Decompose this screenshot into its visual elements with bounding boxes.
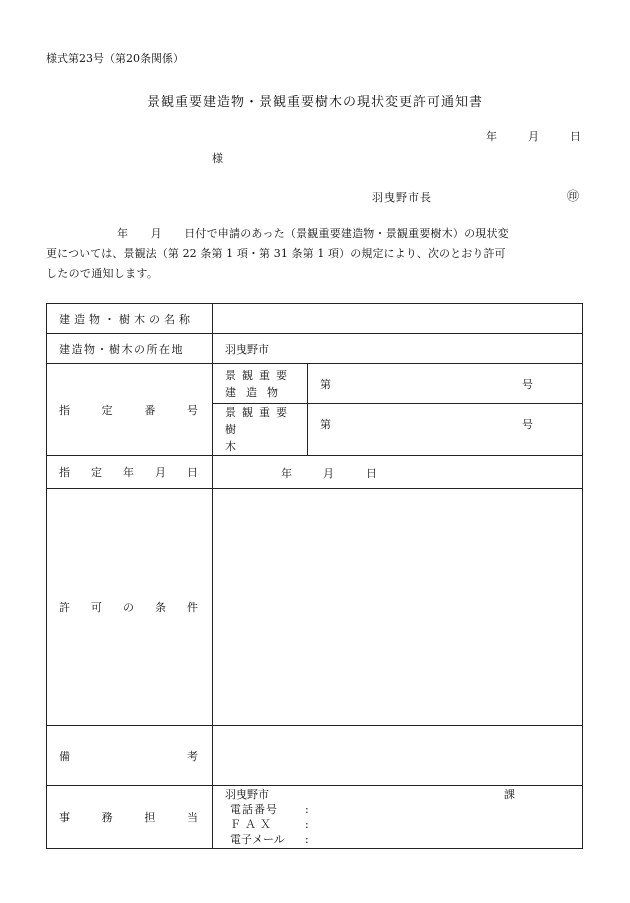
name-value-cell[interactable]	[213, 304, 583, 334]
designation-date-value[interactable]: 年 月 日	[213, 456, 583, 489]
tree-number-cell[interactable]	[308, 404, 583, 456]
fax-label: ＦＡＸ	[230, 818, 275, 831]
body-line-2: 更については、景観法（第 22 条第 1 項・第 31 条第 1 項）の規定により、次のとおり許可	[46, 247, 506, 260]
building-label: 景観重要 建造物	[213, 364, 308, 404]
conditions-value-cell[interactable]	[213, 489, 583, 726]
permit-table	[46, 303, 583, 849]
building-go: 号	[522, 378, 533, 391]
seal-mark: ㊞	[567, 189, 580, 203]
remarks-value-cell[interactable]	[213, 726, 583, 786]
designation-date-label-cell	[47, 456, 213, 489]
office-city: 羽曳野市	[225, 788, 269, 801]
conditions-label: 許 可 の 条 件	[59, 601, 198, 614]
office-section: 課	[504, 788, 515, 801]
form-number: 様式第23号（第20条関係）	[46, 52, 184, 65]
remarks-label-cell	[47, 726, 213, 786]
issuer: 羽曳野市長	[372, 191, 432, 204]
date-year: 年	[486, 130, 497, 143]
tree-label: 景観重要 樹木	[213, 404, 308, 456]
addressee-suffix: 様	[212, 152, 223, 165]
tree-dai: 第	[320, 418, 331, 431]
designation-date-label: 指 定 年 月 日	[59, 466, 198, 479]
tree-go: 号	[522, 418, 533, 431]
name-label: 建造物・樹木の名称	[47, 304, 213, 334]
office-label-cell	[47, 786, 213, 849]
building-number-cell[interactable]	[308, 364, 583, 404]
building-dai: 第	[320, 378, 331, 391]
office-contact: 羽曳野市 課 電話番号 : ＦＡＸ : 電子メール :	[213, 786, 583, 849]
phone-label: 電話番号	[230, 803, 278, 816]
location-label: 建造物・樹木の所在地	[47, 334, 213, 364]
body-line-1: 年 月 日付で申請のあった（景観重要建造物・景観重要樹木）の現状変	[117, 227, 509, 240]
remarks-label: 備 考	[59, 749, 198, 763]
conditions-label-cell	[47, 489, 213, 726]
date-month: 月	[528, 130, 539, 143]
office-label: 事 務 担 当	[59, 811, 198, 824]
body-line-3: したので通知します。	[46, 267, 159, 280]
email-label: 電子メール	[230, 833, 285, 846]
designation-label: 指 定 番 号	[59, 403, 198, 417]
document-title: 景観重要建造物・景観重要樹木の現状変更許可通知書	[146, 95, 483, 110]
date-day: 日	[570, 130, 581, 143]
location-value[interactable]: 羽曳野市	[213, 334, 583, 364]
designation-label-cell	[47, 364, 213, 456]
